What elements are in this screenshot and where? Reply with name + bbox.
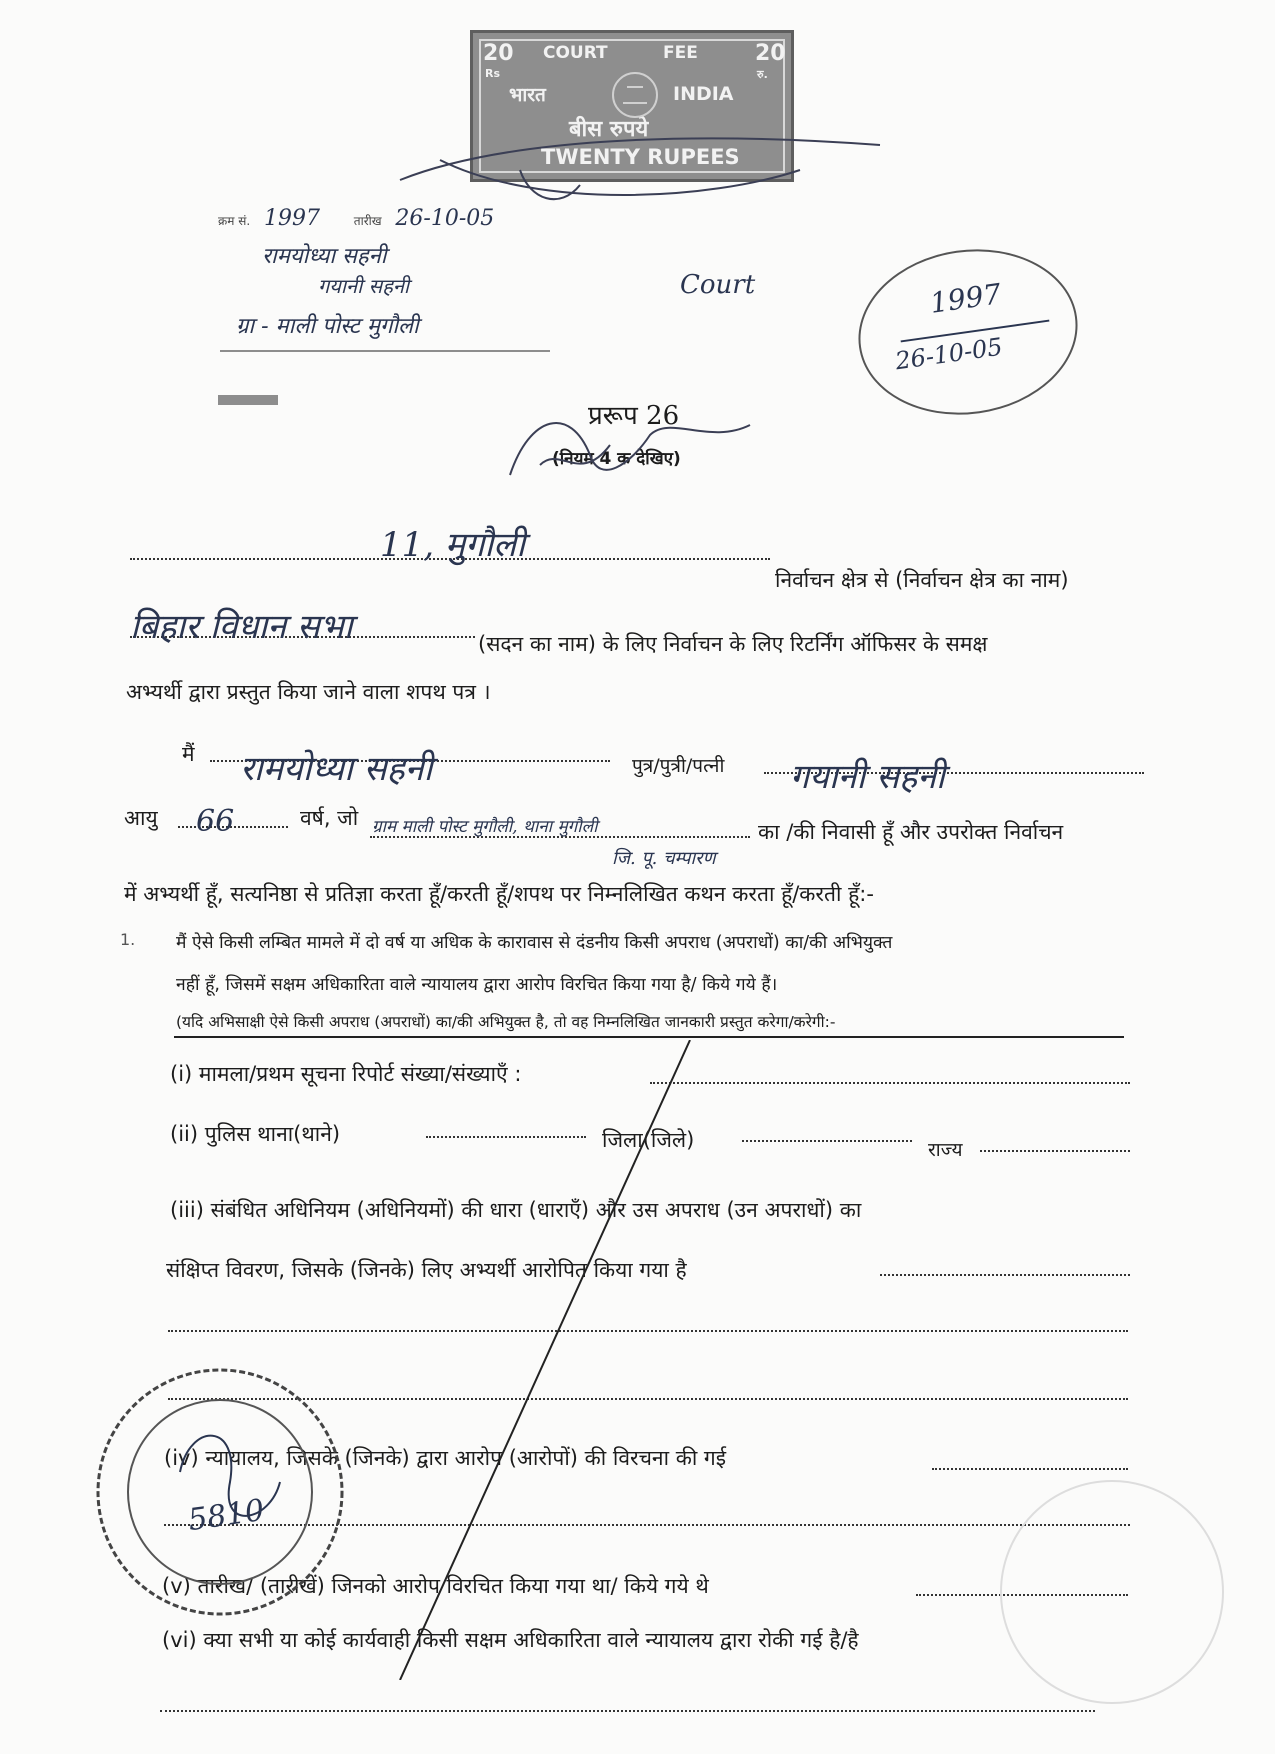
constituency-filled: 11, मुगौली xyxy=(380,525,526,565)
seal-signature-number: 5810 xyxy=(185,1492,267,1539)
para1-note: (यदि अभिसाक्षी ऐसे किसी अपराध (अपराधों) का/की अभियुक्त है, तो वह निम्नलिखित जानकारी प्रस्तुत करेगा/करेगी:- xyxy=(176,1013,836,1031)
para1-line1: मैं ऐसे किसी लम्बित मामले में दो वर्ष या अधिक के कारावास से दंडनीय किसी अपराध (अपराधों) का/की अभियुक्त xyxy=(176,933,893,953)
diagonal-strike-line xyxy=(380,1040,700,1680)
residence-filled-district: जि. पू. चम्पारण xyxy=(612,848,716,869)
stamp-denom-right-sub: रु. xyxy=(757,68,768,81)
circle-note-number: 1997 xyxy=(928,277,1004,320)
house-filled: बिहार विधान सभा xyxy=(130,607,353,647)
oath-statement: में अभ्यर्थी हूँ, सत्यनिष्ठा से प्रतिज्ञा करता हूँ/करती हूँ/शपथ पर निम्नलिखित कथन करता हूँ/करती हूँ:- xyxy=(124,882,874,906)
para1-note-underline xyxy=(174,1036,1124,1038)
item-i-blank xyxy=(650,1082,1130,1084)
para1-line2: नहीं हूँ, जिसमें सक्षम अधिकारिता वाले न्यायालय द्वारा आरोप विरचित किया गया है/ किये गये हैं। xyxy=(176,975,778,995)
register-date: 26-10-05 xyxy=(395,206,495,231)
item-vi-label: (vi) क्या सभी या कोई कार्यवाही किसी सक्षम अधिकारिता वाले न्यायालय द्वारा रोकी गई है/है xyxy=(162,1628,859,1652)
register-rule xyxy=(220,350,550,352)
stamp-court-label: COURT xyxy=(543,43,608,63)
stamp-value-hindi: बीस रुपये xyxy=(569,117,649,142)
house-label: (सदन का नाम) के लिए निर्वाचन के लिए रिटर्निंग ऑफिसर के समक्ष xyxy=(478,632,988,656)
relation-label: पुत्र/पुत्री/पत्नी xyxy=(632,755,725,777)
item-ii-police-label: (ii) पुलिस थाना(थाने) xyxy=(170,1122,341,1146)
item-iv-label: (iv) न्यायालय, जिसके (जिनके) द्वारा आरोप (आरोपों) की विरचना की गई xyxy=(164,1446,727,1470)
stamp-denom-right: 20 xyxy=(755,41,786,66)
item-ii-district-blank xyxy=(742,1140,912,1142)
para1-number: 1. xyxy=(120,930,136,949)
age-filled: 66 xyxy=(196,804,235,839)
item-v-label: (v) तारीख/ (तारीखें) जिनको आरोप विरचित किया गया था/ किये गये थे xyxy=(162,1574,709,1598)
stamp-country-hindi: भारत xyxy=(509,84,546,106)
register-number-row: क्रम सं. 1997 तारीख 26-10-05 xyxy=(218,206,495,231)
item-iii-line1: (iii) संबंधित अधिनियम (अधिनियमों) की धारा (धाराएँ) और उस अपराध (उन अपराधों) का xyxy=(170,1198,862,1222)
item-iii-line2: संक्षिप्त विवरण, जिसके (जिनके) लिए अभ्यर्थी आरोपित किया गया है xyxy=(166,1258,687,1282)
item-iv-blank1 xyxy=(932,1468,1128,1470)
stamp-cancel-scribble xyxy=(380,100,900,220)
affidavit-intro: अभ्यर्थी द्वारा प्रस्तुत किया जाने वाला शपथ पत्र । xyxy=(126,680,491,704)
circle-note-date: 26-10-05 xyxy=(893,332,1005,376)
faint-seal-right xyxy=(1000,1480,1224,1704)
father-name: गयानी सहनी xyxy=(790,757,945,797)
stamp-fee-label: FEE xyxy=(663,43,698,63)
register-address: ग्रा - माली पोस्ट मुगौली xyxy=(236,314,419,339)
residence-label: का /की निवासी हूँ और उपरोक्त निर्वाचन xyxy=(758,820,1064,844)
residence-filled: ग्राम माली पोस्ट मुगौली, थाना मुगौली xyxy=(372,817,598,837)
deponent-i-label: मैं xyxy=(182,742,195,766)
signature-scribble xyxy=(490,395,770,505)
stamp-value-english: TWENTY RUPEES xyxy=(541,145,740,169)
register-number: 1997 xyxy=(263,206,320,231)
item-iii-blank1 xyxy=(880,1274,1130,1276)
stamp-country-english: INDIA xyxy=(673,83,734,105)
deponent-name: रामयोध्या सहनी xyxy=(240,749,433,789)
form-rule-ref: (नियम 4 क देखिए) xyxy=(552,449,681,469)
years-label: वर्ष, जो xyxy=(300,806,359,830)
constituency-label: निर्वाचन क्षेत्र से (निर्वाचन क्षेत्र का नाम) xyxy=(775,568,1069,592)
item-ii-state-blank xyxy=(980,1150,1130,1152)
stamp-denom-left-sub: Rs xyxy=(485,67,501,80)
register-smudge xyxy=(218,395,278,405)
register-father: गयानी सहनी xyxy=(318,274,410,298)
item-ii-district-label: जिला(जिले) xyxy=(602,1128,695,1152)
item-ii-state-label: राज्य xyxy=(928,1139,963,1161)
notary-seal xyxy=(90,1362,350,1622)
item-i-label: (i) मामला/प्रथम सूचना रिपोर्ट संख्या/संख्याएँ : xyxy=(170,1062,522,1086)
form-title: प्ररूप 26 xyxy=(588,401,680,431)
stamp-denom-left: 20 xyxy=(483,41,514,66)
item-vi-blank xyxy=(160,1710,1095,1712)
register-mark: Court xyxy=(680,270,756,300)
register-name: रामयोध्या सहनी xyxy=(262,244,387,269)
age-label: आयु xyxy=(124,806,158,830)
